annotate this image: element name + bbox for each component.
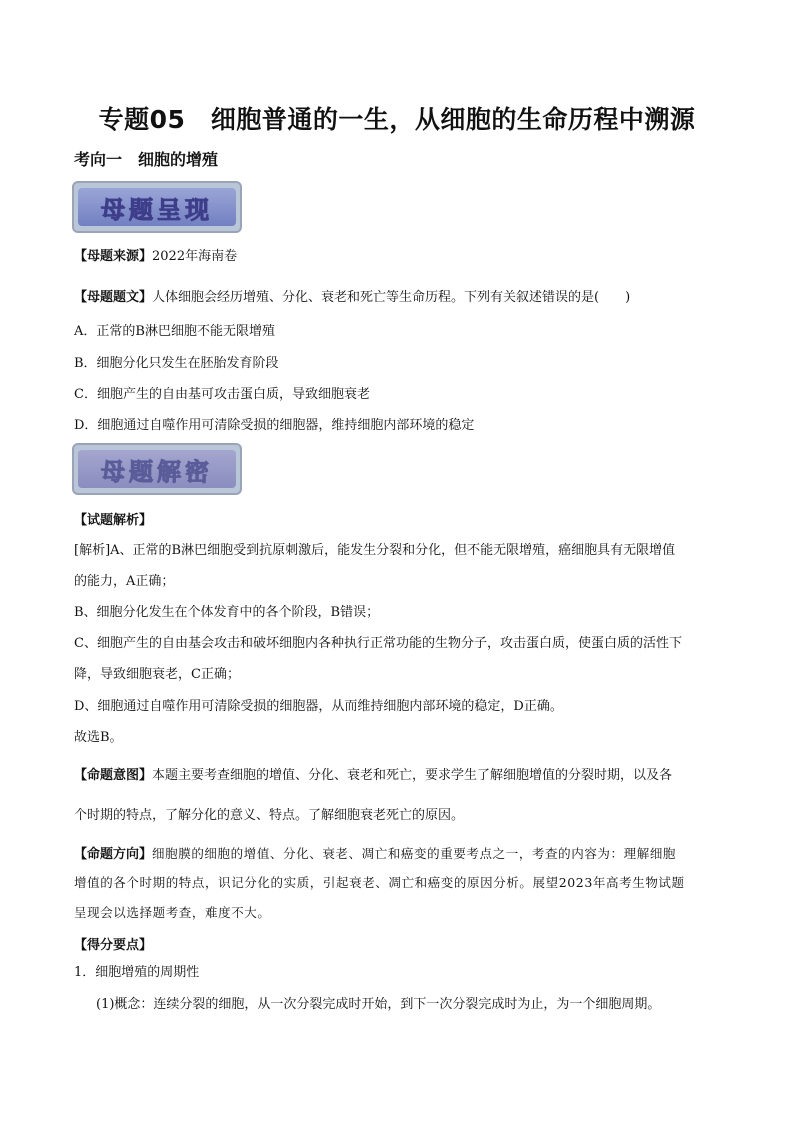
direction-text-1: 细胞膜的细胞的增值、分化、衰老、凋亡和癌变的重要考点之一，考查的内容为：理解细胞 [152,846,677,861]
points-item-1: 1．细胞增殖的周期性 [74,965,200,980]
intent-label: 【命题意图】 [74,768,153,783]
direction-line-1 [74,843,676,862]
option-b: B．细胞分化只发生在胚胎发育阶段 [74,356,279,371]
intent-line-1 [74,764,672,783]
question-label: 【母题题文】 [74,290,153,305]
analysis-line-7: 故选B。 [74,730,123,745]
intent-text-1: 本题主要考查细胞的增值、分化、衰老和死亡，要求学生了解细胞增值的分裂时期，以及各 [152,768,673,783]
analysis-line-4: C、细胞产生的自由基会攻击和破坏细胞内各种执行正常功能的生物分子，攻击蛋白质，使蛋白质的活性下 [74,636,682,651]
analysis-banner-text: 母题解密 [101,457,213,486]
analysis-label: 【试题解析】 [74,513,153,528]
source-label: 【母题来源】 [74,249,153,264]
source-text: 2022年海南卷 [152,249,238,264]
question-text: 人体细胞会经历增殖、分化、衰老和死亡等生命历程。下列有关叙述错误的是( ) [152,290,631,305]
points-label: 【得分要点】 [74,938,153,953]
points-item-1-1: (1)概念：连续分裂的细胞，从一次分裂完成时开始，到下一次分裂完成时为止，为一个细胞周期。 [96,997,661,1012]
intent-line-2: 个时期的特点，了解分化的意义、特点。了解细胞衰老死亡的原因。 [74,808,465,823]
analysis-line-3: B、细胞分化发生在个体发育中的各个阶段，B错误； [74,605,380,620]
page-title: 专题05 细胞普通的一生，从细胞的生命历程中溯源 [98,105,696,134]
option-c: C．细胞产生的自由基可攻击蛋白质，导致细胞衰老 [74,387,370,402]
question-banner-text: 母题呈现 [101,195,213,224]
option-a: A．正常的B淋巴细胞不能无限增殖 [74,324,275,339]
question-line [74,286,630,305]
direction-line-3: 呈现会以选择题考查，难度不大。 [74,905,271,920]
analysis-line-2: 的能力，A正确； [74,574,175,589]
source-line [74,245,237,264]
analysis-banner [72,443,242,495]
question-banner [72,181,242,233]
analysis-line-5: 降，导致细胞衰老，C正确； [74,667,240,682]
section-heading: 考向一 细胞的增殖 [74,150,219,169]
analysis-line-6: D、细胞通过自噬作用可清除受损的细胞器，从而维持细胞内部环境的稳定，D正确。 [74,699,563,714]
direction-label: 【命题方向】 [74,847,153,862]
option-d: D．细胞通过自噬作用可清除受损的细胞器，维持细胞内部环境的稳定 [74,418,475,433]
analysis-line-1: [解析]A、正常的B淋巴细胞受到抗原刺激后，能发生分裂和分化，但不能无限增殖，癌细胞具有无限增值 [74,543,676,558]
direction-line-2: 增值的各个时期的特点，识记分化的实质，引起衰老、凋亡和癌变的原因分析。展望2023年高考生物试题 [74,875,685,890]
